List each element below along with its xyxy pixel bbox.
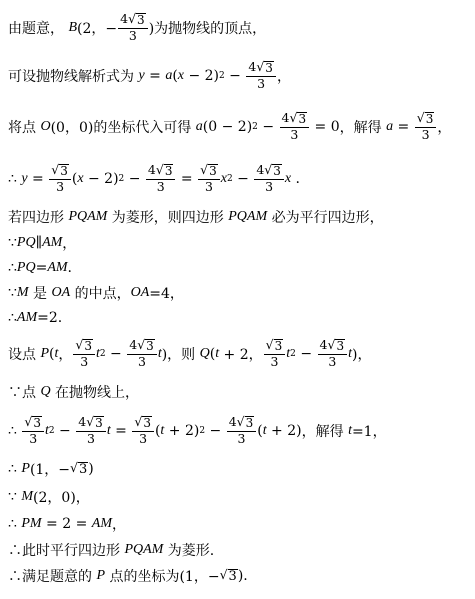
solution-line-1: 由题意， B (2，− 4 √ 3 3 )为抛物线的顶点， (8, 11, 267, 44)
solution-line-8: ∵ M 是 OA 的中点， OA =4， (8, 285, 184, 302)
solution-line-14: ∵ M (2，0)， (8, 489, 90, 506)
solution-line-17: ∴满足题意的 P 点的坐标为(1，− √ 3 ). (8, 566, 248, 585)
solution-line-16: ∴此时平行四边形 PQAM 为菱形. (8, 542, 215, 559)
solution-line-15: ∴ PM = 2 = AM ， (8, 516, 126, 533)
solution-line-13: ∴ P (1，− √ 3 ) (8, 459, 94, 478)
solution-line-4: ∴ y = √ 3 3 ( x − 2) 2 − 4 √ 3 3 = √ 3 3 x 2 − 4 √ 3 3 x . (8, 162, 300, 195)
solution-line-5: 若四边形 PQAM 为菱形，则四边形 PQAM 必为平行四边形， (8, 209, 384, 226)
solution-line-12: ∴ √ 3 3 t 2 − 4 √ 3 3 t = √ 3 3 ( t + 2) 2 − 4 √ 3 3 ( t + 2) ，解得 t =1， (8, 414, 387, 447)
solution-line-9: ∴ AM =2. (8, 310, 63, 326)
solution-line-7: ∴ PQ = AM . (8, 260, 72, 276)
solution-line-11: ∵点 Q 在抛物线上， (8, 384, 140, 401)
solution-line-2: 可设抛物线解析式为 y = a ( x − 2) 2 − 4 √ 3 3 ， (8, 59, 291, 92)
solution-line-3: 将点 O (0，0)的坐标代入可得 a (0 − 2) 2 − 4 √ 3 3 = 0 ，解得 a = √ 3 3 ， (8, 110, 452, 143)
solution-line-10: 设点 P ( t ， √ 3 3 t 2 − 4 √ 3 3 t )，则 Q ( t + 2， √ 3 3 t 2 − 4 √ 3 3 t )， (8, 337, 372, 370)
solution-line-6: ∵ PQ ∥ AM ， (8, 235, 77, 252)
